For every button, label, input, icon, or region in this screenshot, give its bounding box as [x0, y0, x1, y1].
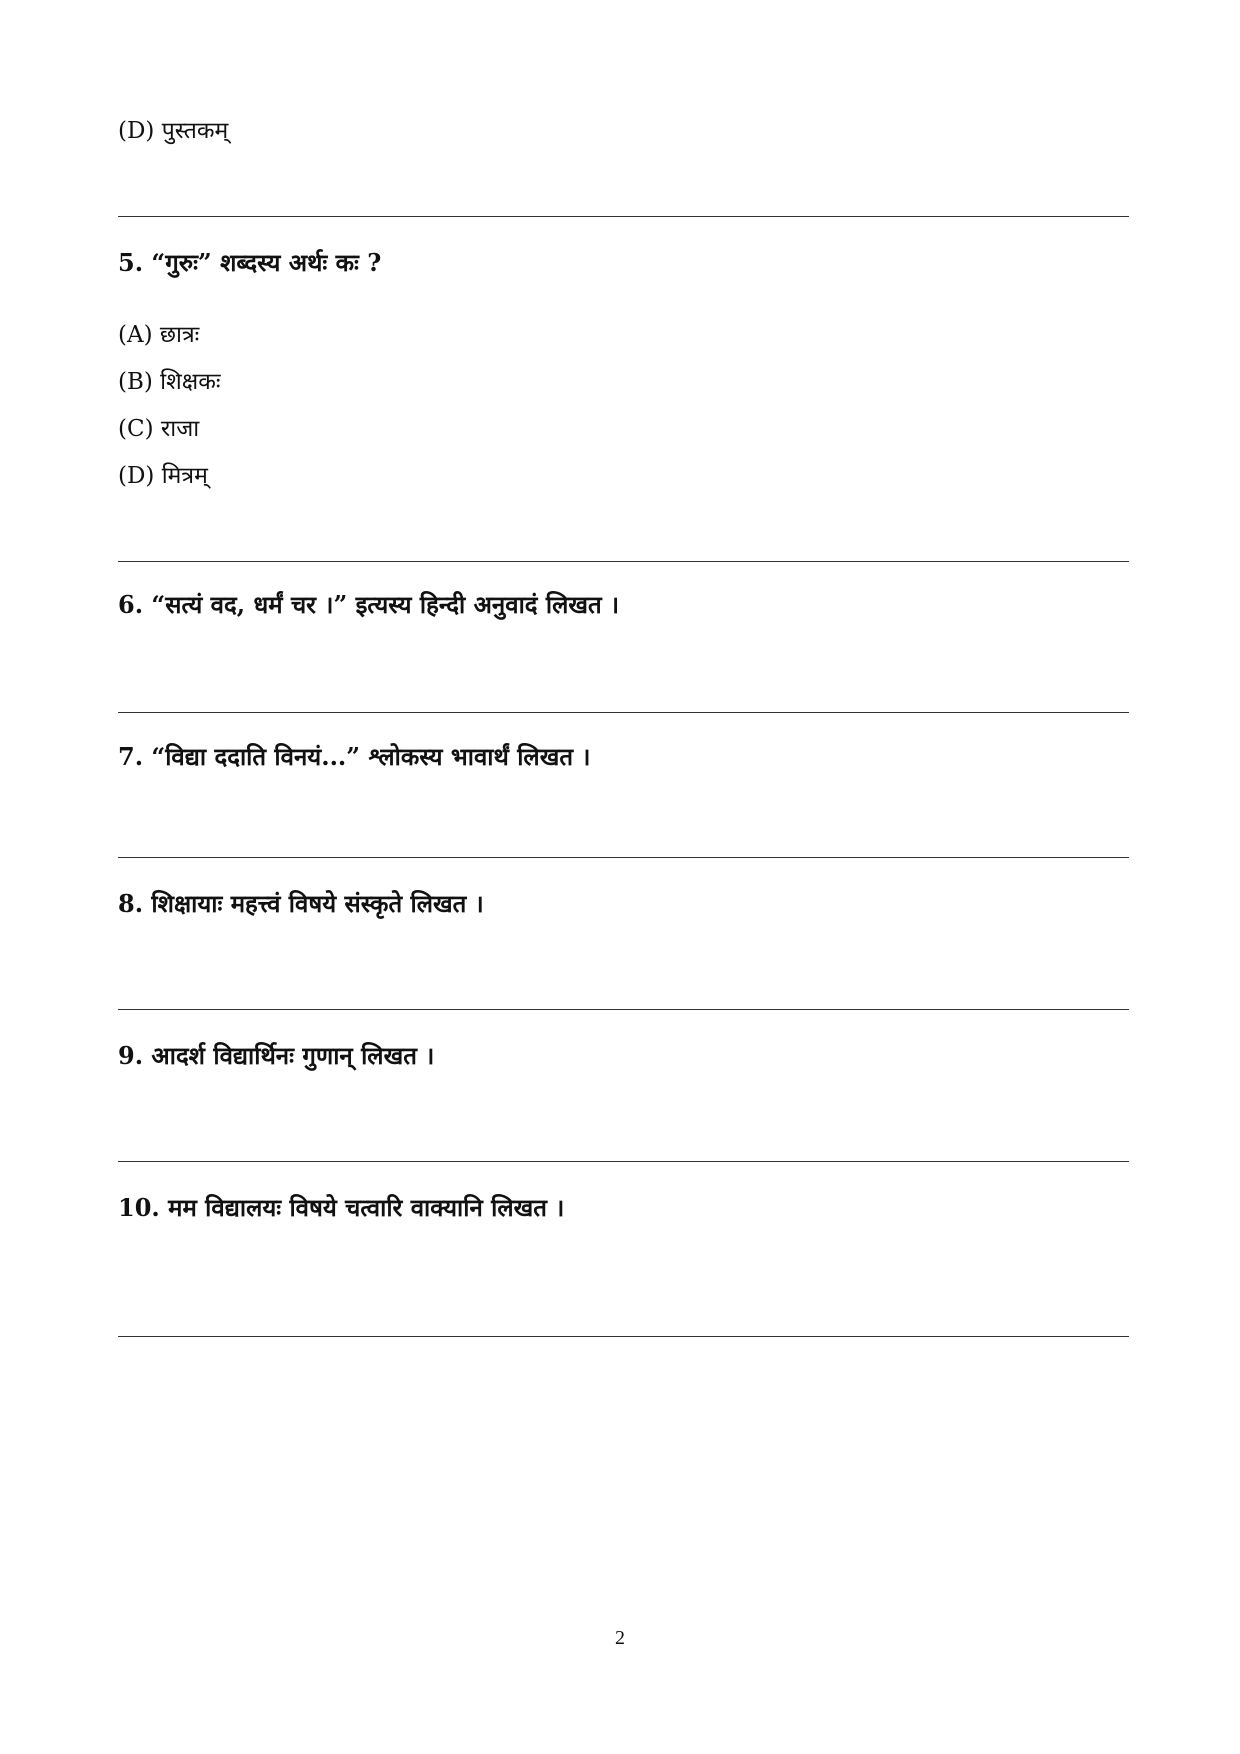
option-c: (C) राजा	[118, 416, 200, 442]
question-7: 7. “विद्या ददाति विनयं...” श्लोकस्य भावार्थं लिखत ।	[118, 742, 591, 771]
divider	[118, 712, 1129, 713]
question-9: 9. आदर्श विद्यार्थिनः गुणान् लिखत ।	[118, 1041, 435, 1070]
option-d-previous: (D) पुस्तकम्	[118, 118, 229, 144]
question-10: 10. मम विद्यालयः विषये चत्वारि वाक्यानि लिखत ।	[118, 1193, 565, 1222]
divider	[118, 857, 1129, 858]
divider	[118, 561, 1129, 562]
question-5: 5. “गुरुः” शब्दस्य अर्थः कः ?	[118, 248, 382, 277]
option-b: (B) शिक्षकः	[118, 369, 221, 395]
page-number: 2	[615, 1627, 625, 1649]
option-a: (A) छात्रः	[118, 322, 200, 348]
divider	[118, 1009, 1129, 1010]
question-6: 6. “सत्यं वद, धर्मं चर ।” इत्यस्य हिन्दी अनुवादं लिखत ।	[118, 590, 620, 619]
divider	[118, 1161, 1129, 1162]
question-8: 8. शिक्षायाः महत्त्वं विषये संस्कृते लिखत ।	[118, 889, 484, 918]
option-d: (D) मित्रम्	[118, 463, 208, 489]
divider	[118, 216, 1129, 217]
divider	[118, 1336, 1129, 1337]
